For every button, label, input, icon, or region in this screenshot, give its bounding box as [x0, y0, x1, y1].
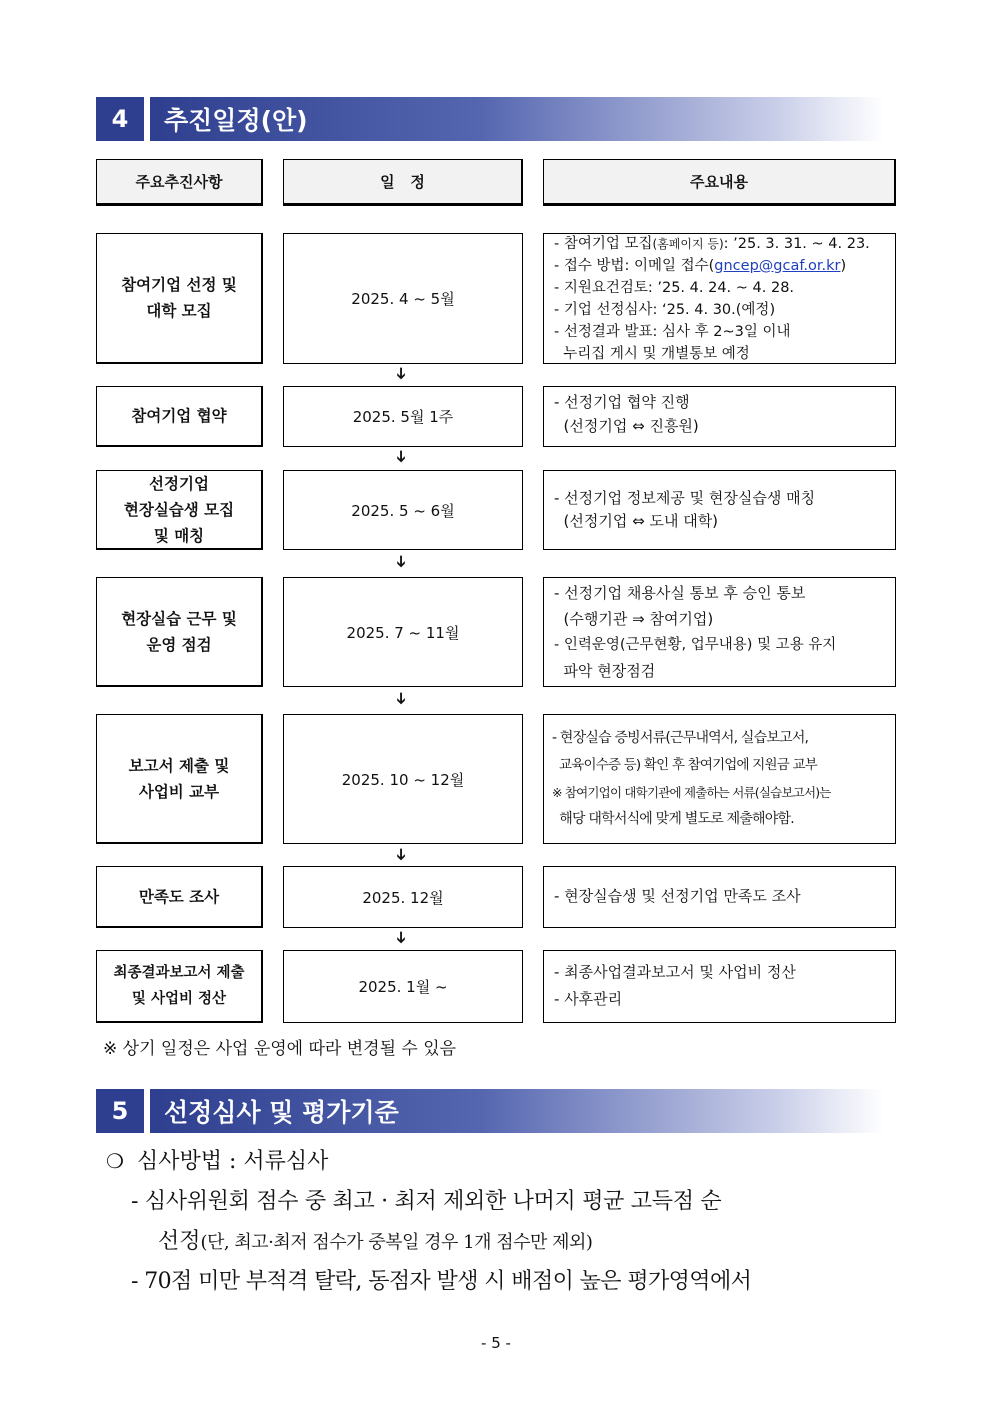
row-date: 2025. 7 ~ 11월 [283, 577, 523, 687]
bullet-icon: ❍ [106, 1149, 124, 1173]
down-arrow-icon: ➔ [392, 554, 412, 568]
down-arrow-icon: ➔ [392, 930, 412, 944]
row-content [543, 577, 896, 687]
content-line: - 선정기업 채용사실 통보 후 승인 통보 [554, 584, 806, 602]
body-line-text: 선정 [158, 1229, 201, 1254]
content-line: - 지원요건검토: ’25. 4. 24. ~ 4. 28. [554, 279, 795, 296]
row-item-line: 현장실습 근무 및 [121, 609, 237, 628]
row-date: 2025. 5 ~ 6월 [283, 470, 523, 550]
section-number: 4 [96, 97, 144, 141]
row-item [96, 714, 263, 844]
review-method-text: 심사방법 : 서류심사 [136, 1149, 329, 1174]
row-content [543, 233, 896, 364]
content-line: (선정기업 ⇔ 진흥원) [554, 416, 699, 435]
content-line: - 인력운영(근무현황, 업무내용) 및 고용 유지 [554, 637, 837, 653]
content-line: - 선정기업 협약 진행 [554, 393, 690, 411]
body-line: - 70점 미만 부적격 탈락, 동점자 발생 시 배점이 높은 평가영역에서 [131, 1269, 752, 1294]
row-date: 2025. 4 ~ 5월 [283, 233, 523, 364]
content-line: - 기업 선정심사: ‘25. 4. 30.(예정) [554, 301, 776, 318]
section-title: 선정심사 및 평가기준 [150, 1089, 884, 1133]
down-arrow-icon: ➔ [392, 691, 412, 705]
row-date: 2025. 5월 1주 [283, 386, 523, 447]
row-content [543, 950, 896, 1023]
row-item-line: 선정기업 [149, 474, 209, 493]
row-item-line: 보고서 제출 및 [128, 756, 230, 775]
row-date: 2025. 1월 ~ [283, 950, 523, 1023]
row-item-line: 및 사업비 정산 [131, 991, 227, 1007]
row-date: 2025. 10 ~ 12월 [283, 714, 523, 844]
email-link[interactable]: gncep@gcaf.or.kr [714, 257, 841, 274]
row-item-line: 현장실습생 모집 [123, 500, 235, 519]
content-line: ※ 참여기업이 대학기관에 제출하는 서류(실습보고서)는 [552, 785, 831, 800]
content-line: 교육이수증 등) 확인 후 참여기업에 지원금 교부 [552, 757, 817, 773]
content-line: - 사후관리 [554, 990, 623, 1008]
row-item-line: 및 매칭 [153, 526, 205, 545]
content-line: - 최종사업결과보고서 및 사업비 정산 [554, 963, 796, 981]
body-line: - 심사위원회 점수 중 최고 · 최저 제외한 나머지 평균 고득점 순 [131, 1189, 722, 1214]
row-content [543, 386, 896, 447]
schedule-note: ※ 상기 일정은 사업 운영에 따라 변경될 수 있음 [103, 1039, 457, 1059]
row-item [96, 577, 263, 687]
section-title: 추진일정(안) [150, 97, 884, 141]
row-item-line: 사업비 교부 [138, 782, 220, 801]
down-arrow-icon: ➔ [392, 449, 412, 463]
content-line: (수행기관 ⇒ 참여기업) [554, 610, 714, 628]
content-line: - 선정기업 정보제공 및 현장실습생 매칭 [554, 488, 816, 507]
section-number: 5 [96, 1089, 144, 1133]
content-line: (선정기업 ⇔ 도내 대학) [554, 512, 719, 530]
down-arrow-icon: ➔ [392, 366, 412, 380]
row-item [96, 233, 263, 364]
down-arrow-icon: ➔ [392, 847, 412, 861]
row-date: 2025. 12월 [283, 866, 523, 928]
row-item-line: 참여기업 선정 및 [121, 276, 237, 294]
row-item [96, 950, 263, 1023]
content-line: - 접수 방법: 이메일 접수(gncep@gcaf.or.kr) [554, 257, 847, 274]
review-method [106, 1144, 328, 1175]
row-item [96, 470, 263, 550]
row-item-line: 최종결과보고서 제출 [113, 965, 245, 981]
row-content [543, 470, 896, 550]
row-item: 만족도 조사 [96, 866, 263, 928]
content-line: - 선정결과 발표: 심사 후 2~3일 이내 [554, 323, 791, 340]
page-number: - 5 - [481, 1334, 511, 1352]
content-line: 해당 대학서식에 맞게 별도로 제출해야함. [552, 811, 794, 827]
row-item-line: 대학 모집 [146, 302, 212, 320]
row-item: 참여기업 협약 [96, 386, 263, 447]
content-line: - 현장실습생 및 선정기업 만족도 조사 [554, 887, 801, 906]
content-line: - 참여기업 모집(홈페이지 등): ’25. 3. 31. ~ 4. 23. [554, 235, 870, 252]
header-item: 주요추진사항 [96, 159, 263, 206]
row-item-line: 운영 점검 [146, 635, 212, 654]
body-line [158, 1224, 592, 1255]
content-line: 누리집 게시 및 개별통보 예정 [554, 345, 750, 362]
row-content [543, 866, 896, 928]
content-line: 파악 현장점검 [554, 662, 656, 680]
body-line-small: (단, 최고·최저 점수가 중복일 경우 1개 점수만 제외) [200, 1232, 593, 1253]
header-date: 일 정 [283, 159, 523, 206]
content-line: - 현장실습 증빙서류(근무내역서, 실습보고서, [552, 730, 809, 746]
row-content [543, 714, 896, 844]
header-content: 주요내용 [543, 159, 896, 206]
